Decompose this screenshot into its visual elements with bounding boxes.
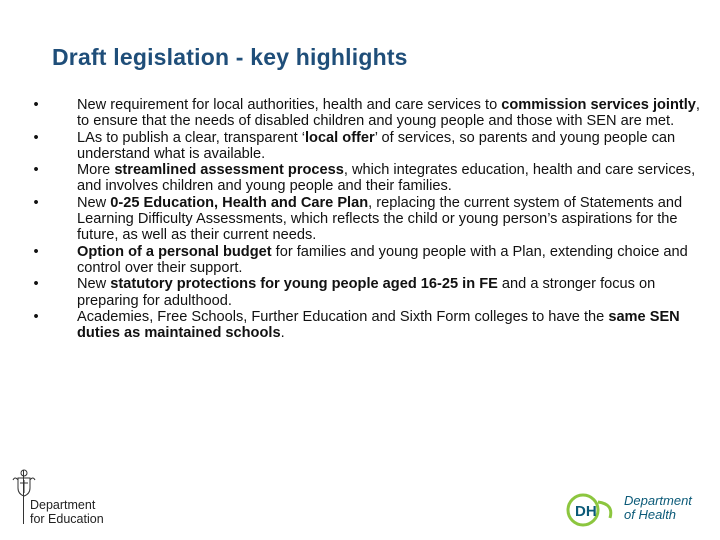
bullet-text: Academies, Free Schools, Further Education and Sixth Form colleges to have the	[77, 308, 609, 325]
bullet-emphasis: 0-25 Education, Health and Care Plan	[110, 194, 369, 211]
dh-badge-icon	[566, 492, 624, 528]
bullet-item	[30, 276, 700, 309]
dfe-logo-text	[30, 498, 104, 526]
bullet-glyph: •	[33, 97, 39, 113]
bullet-text: New requirement for local authorities, health and care services to	[77, 97, 502, 113]
bullet-glyph: •	[33, 276, 39, 293]
royal-crest-icon	[10, 466, 40, 502]
bullet-item	[30, 130, 700, 163]
dh-line2: of Health	[624, 507, 677, 522]
bullet-text: and a stronger focus on preparing for adulthood.	[77, 276, 656, 309]
bullet-text: , replacing the current system of Statements and Learning Difficulty Assessments, which reflects the child or young person’s aspirations for the future, as well as their current needs.	[77, 194, 683, 244]
bullet-glyph: •	[33, 308, 39, 325]
bullet-emphasis: local offer	[304, 129, 375, 146]
bullet-emphasis: Option of a personal budget	[77, 243, 272, 260]
bullet-item	[30, 309, 700, 342]
bullet-text: .	[280, 325, 285, 342]
bullet-text: , to ensure that the needs of disabled children and young people and those with SEN are met.	[77, 97, 700, 130]
dh-mark: DH	[575, 503, 597, 520]
bullet-glyph: •	[33, 194, 39, 211]
bullet-emphasis: commission services jointly	[501, 97, 696, 113]
bullet-emphasis: statutory protections for young people aged 16-25 in FE	[110, 276, 498, 293]
dfe-logo	[10, 466, 120, 530]
dh-logo	[566, 492, 706, 532]
bullet-item	[30, 162, 700, 195]
bullet-glyph: •	[33, 162, 39, 179]
bullet-text: New	[77, 276, 111, 293]
dfe-line1: Department	[30, 498, 96, 512]
bullet-text: More	[77, 162, 115, 179]
bullet-item	[30, 97, 700, 130]
bullet-emphasis: streamlined assessment process	[114, 162, 344, 179]
slide-title: Draft legislation - key highlights	[52, 44, 408, 70]
bullet-item	[30, 195, 700, 244]
bullet-text: New	[77, 194, 111, 211]
bullet-text: ’ of services, so parents and young people can understand what is available.	[77, 129, 676, 162]
dfe-divider	[23, 470, 24, 524]
bullet-item	[30, 244, 700, 277]
bullet-text: , which integrates education, health and care services, and involves children and young people and their families.	[77, 162, 696, 195]
bullet-list	[30, 97, 700, 341]
dh-logo-text	[624, 494, 692, 522]
dh-line1: Department	[624, 493, 692, 508]
dfe-line2: for Education	[30, 512, 104, 526]
bullet-text: LAs to publish a clear, transparent ‘	[77, 129, 305, 146]
bullet-text: for families and young people with a Plan, extending choice and control over their support.	[77, 243, 688, 276]
bullet-emphasis: same SEN duties as maintained schools	[77, 308, 680, 342]
bullet-glyph: •	[33, 243, 39, 260]
bullet-glyph: •	[33, 129, 39, 146]
